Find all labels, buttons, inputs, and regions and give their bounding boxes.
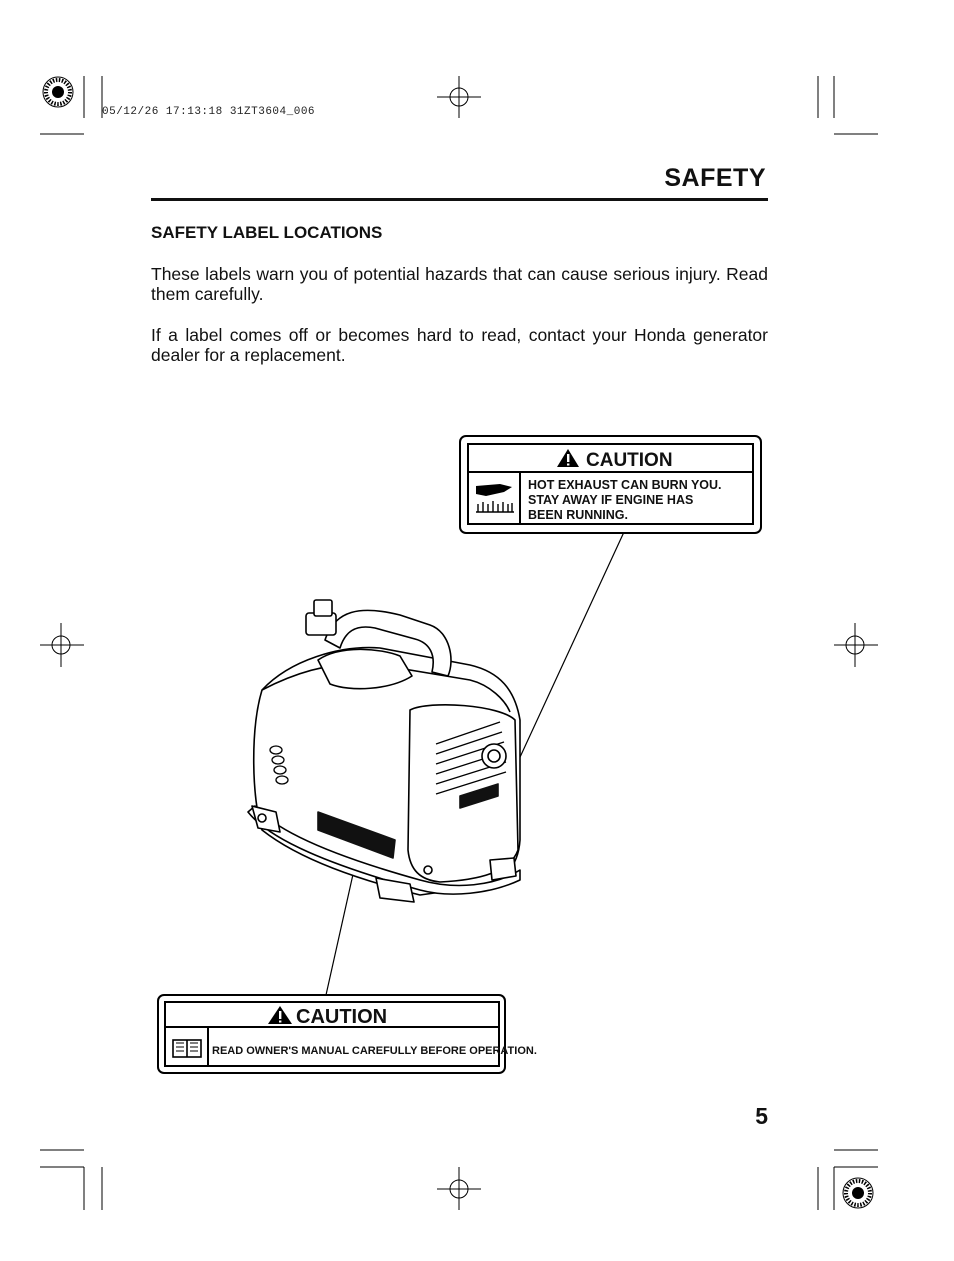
registration-crosshair-top (437, 76, 481, 118)
exhaust-label-line-3: BEEN RUNNING. (528, 508, 629, 522)
manual-label-text: READ OWNER'S MANUAL CAREFULLY BEFORE OPERATION. (212, 1045, 537, 1057)
exhaust-label-signal-word: CAUTION (586, 450, 673, 471)
registration-target-top-left (43, 77, 73, 107)
exhaust-label-line-1: HOT EXHAUST CAN BURN YOU. (528, 478, 722, 492)
registration-crosshair-right (834, 623, 878, 667)
book-icon (173, 1040, 201, 1057)
exhaust-label-line-2: STAY AWAY IF ENGINE HAS (528, 493, 694, 507)
registration-crosshair-bottom (437, 1167, 481, 1210)
print-stamp: 05/12/26 17:13:18 31ZT3604_006 (102, 106, 316, 118)
intro-paragraph: These labels warn you of potential hazards that can cause serious injury. Read them carefully. (151, 264, 768, 304)
registration-crosshair-left (40, 623, 84, 667)
registration-target-bottom-right (843, 1178, 873, 1208)
manual-caution-label (158, 995, 537, 1073)
page-number: 5 (755, 1103, 768, 1129)
leader-line-exhaust (515, 532, 624, 768)
exhaust-caution-label (460, 436, 761, 533)
manual-label-signal-word: CAUTION (296, 1006, 388, 1028)
generator-illustration (248, 600, 520, 902)
page-title: SAFETY (664, 164, 766, 192)
section-heading: SAFETY LABEL LOCATIONS (151, 223, 383, 242)
replacement-paragraph: If a label comes off or becomes hard to read, contact your Honda generator dealer for a replacement. (151, 325, 768, 365)
